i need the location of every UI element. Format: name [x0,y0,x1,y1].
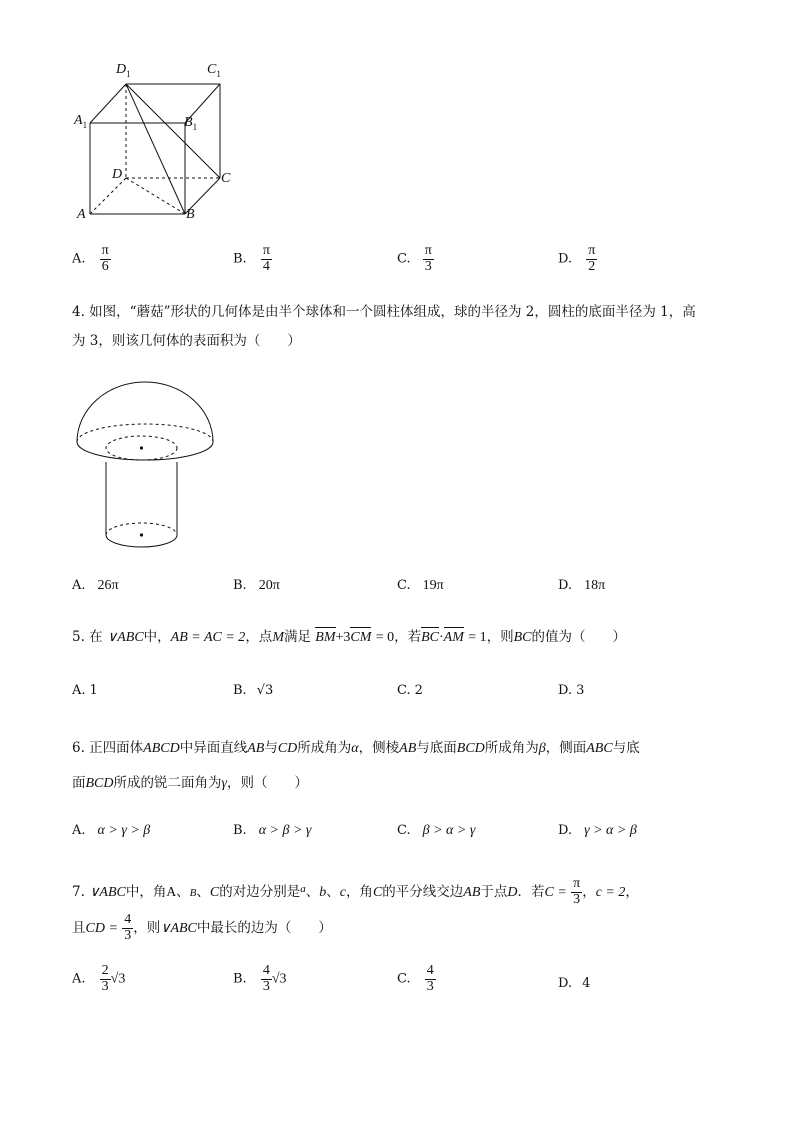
q3-option-d[interactable]: D. $\frac{\pi}{2}$ [558,243,596,274]
q7-option-c[interactable]: C. $\frac{4}{3}$ [397,963,434,994]
q6-option-b[interactable]: B. α > β > γ [233,823,312,838]
mushroom-figure [70,380,220,550]
q7-stem-line2: 且CD = $\frac{4}{3}$ ，则∨ABC中最长的边为（ ） [72,912,332,943]
q7-option-a[interactable]: A. $\frac{2}{3}$ √3 [72,963,126,994]
label-b1: $B_1$ [184,115,198,132]
q3-option-a-fraction: $\frac{\pi}{6}$ [101,243,109,274]
vector-am: AM [444,628,464,648]
vector-bc: BC [421,628,439,648]
label-c: C [221,171,231,186]
q6-stem-line1: 6. 正四面体ABCD中异面直线AB与CD所成角为α，侧棱AB与底面BCD所成角为β，侧面ABC与底 [72,740,640,756]
q6-option-c[interactable]: C. β > α > γ [397,823,476,838]
vector-cm: CM [350,628,371,648]
label-d: D [112,167,123,182]
label-d1: $D_1$ [116,62,131,79]
q3-option-b[interactable]: B. $\frac{\pi}{4}$ [233,243,270,274]
q5-option-c[interactable]: C. 2 [397,683,423,698]
label-b: B [186,207,195,222]
q4-stem-line1: 4. 如图，“蘑菇”形状的几何体是由半个球体和一个圆柱体组成，球的半径为 2，圆柱的底面半径为 1，高 [72,304,696,320]
q5-stem: 5. 在 ∨ABC中，AB = AC = 2，点M满足 BM+3CM = 0，若BC·AM = 1，则BC的值为（ ） [72,627,626,648]
q7-pi-over-3: $\frac{\pi}{3}$ [573,876,581,907]
q6-stem-line2: 面BCD所成的锐二面角为γ，则（ ） [72,775,309,791]
q7-option-b[interactable]: B. $\frac{4}{3}$ √3 [233,963,287,994]
q3-option-a[interactable]: A. $\frac{\pi}{6}$ [72,243,109,274]
q4-stem-line2: 为 3，则该几何体的表面积为（ ） [72,333,301,349]
q3-option-d-fraction: $\frac{\pi}{2}$ [588,243,596,274]
q6-option-d[interactable]: D. γ > α > β [558,823,637,838]
q4-option-a[interactable]: A. 26π [72,578,119,593]
q7-option-d[interactable]: D. 4 [558,976,591,991]
q4-option-c[interactable]: C. 19π [397,578,444,593]
q5-option-d[interactable]: D. 3 [558,683,585,698]
q5-option-b[interactable]: B. √3 [233,683,274,698]
q3-option-c[interactable]: C. $\frac{\pi}{3}$ [397,243,432,274]
cube-figure [70,62,240,232]
q4-option-b[interactable]: B. 20π [233,578,280,593]
q5-option-a[interactable]: A. 1 [72,683,98,698]
q7-cd-fraction: $\frac{4}{3}$ [124,912,132,943]
q4-option-d[interactable]: D. 18π [558,578,606,593]
q3-option-b-fraction: $\frac{\pi}{4}$ [262,243,270,274]
q3-option-c-fraction: $\frac{\pi}{3}$ [424,243,432,274]
label-c1: $C_1$ [207,62,221,79]
label-a1: $A_1$ [74,113,88,130]
vector-bm: BM [315,628,335,648]
q6-option-a[interactable]: A. α > γ > β [72,823,151,838]
q7-stem-line1: 7. ∨ABC中，角A、B、C的对边分别是$^a$、b、c，角C的平分线交边AB于点D．若C = $\frac{\pi}{3}$ ，c = 2， [72,876,639,907]
label-a: A [77,207,86,222]
